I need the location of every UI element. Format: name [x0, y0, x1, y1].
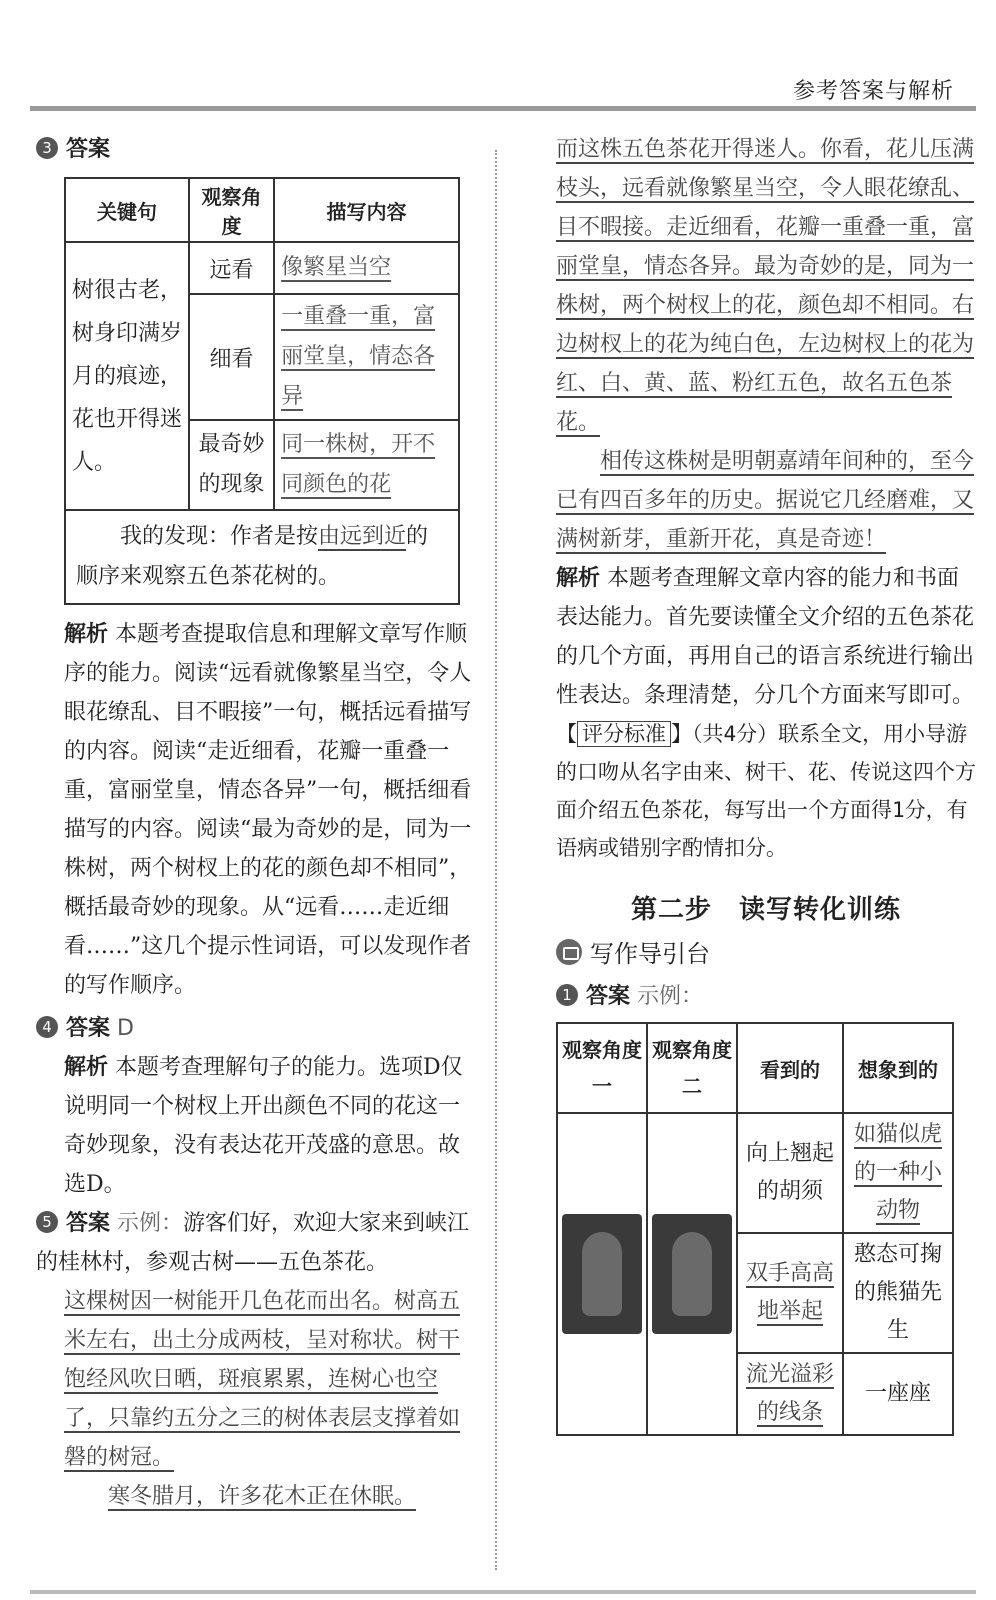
analysis-text: 本题考查理解文章内容的能力和书面表达能力。首先要读懂全文介绍的五色茶花的几个方面，再用自己的语言系统进行输出性表达。条理清楚，分几个方面来写即可。 — [556, 566, 975, 708]
q3-heading — [36, 130, 476, 169]
content-text: 像繁星当空 — [281, 255, 392, 280]
imagined-cell: 憨态可掬的熊猫先生 — [843, 1233, 953, 1353]
q5-analysis — [556, 559, 976, 715]
analysis-label: 解析 — [64, 622, 109, 647]
content-cell — [274, 294, 459, 420]
table-header-row — [65, 178, 459, 242]
question-number: 1 — [556, 984, 578, 1006]
table-header: 观察角度 — [189, 178, 274, 242]
table-row — [65, 242, 459, 294]
q5-continuation — [556, 130, 976, 442]
seen-cell: 向上翘起的胡须 — [737, 1113, 843, 1233]
q5-underlined-text: 这棵树因一树能开几色花而出名。树高五米左右，出土分成两枝，呈对称状。树干饱经风吹日晒，斑痕累累，连树心也空了，只靠约五分之三的树体表层支撑着如磐的树冠。 — [64, 1289, 461, 1470]
angle-cell: 最奇妙的现象 — [189, 420, 274, 510]
page-header — [30, 0, 976, 112]
example-label: 示例： — [637, 984, 704, 1009]
continued-text: 而这株五色茶花开得迷人。你看，花儿压满枝头，远看就像繁星当空，令人眼花缭乱、目不暇接。走近细看，花瓣一重叠一重，富丽堂皇，情态各异。最为奇妙的是，同为一株树，两个树杈上的花，颜色却不相同。右边树杈上的花为纯白色，左边树杈上的花为红、白、黄、蓝、粉红五色，故名五色茶花。 — [556, 137, 975, 435]
seen-cell — [737, 1353, 843, 1435]
key-sentence-cell: 树很古老，树身印满岁月的痕迹，花也开得迷人。 — [65, 242, 189, 510]
seen-cell — [737, 1233, 843, 1353]
angle-cell: 远看 — [189, 242, 274, 294]
table-header: 看到的 — [737, 1023, 843, 1113]
discovery-cell — [65, 510, 459, 604]
question-number: 5 — [36, 1211, 58, 1233]
answer-label: 答案 — [66, 137, 111, 162]
content-text: 一重叠一重，富丽堂皇，情态各异 — [281, 304, 436, 409]
observation-table — [64, 177, 460, 605]
image-cell-1 — [557, 1113, 647, 1435]
header-title: 参考答案与解析 — [792, 79, 954, 104]
table-header: 描写内容 — [274, 178, 459, 242]
discovery-suffix: 的顺序来观察五色茶花树的。 — [76, 524, 429, 589]
table-header: 观察角度二 — [647, 1023, 737, 1113]
header-rule — [30, 106, 976, 111]
imagination-table — [556, 1022, 954, 1436]
content-cell — [274, 420, 459, 510]
seen-text: 流光溢彩的线条 — [745, 1362, 834, 1425]
question-number: 4 — [36, 1016, 58, 1038]
table-row — [557, 1113, 953, 1233]
analysis-text: 本题考查理解句子的能力。选项D仅说明同一个树杈上开出颜色不同的花这一奇妙现象，没有表达花开茂盛的意思。故选D。 — [64, 1055, 463, 1197]
q1-heading — [556, 977, 976, 1016]
score-tag: 评分标准 — [577, 721, 671, 747]
q4-analysis — [36, 1048, 476, 1204]
q5-heading — [36, 1204, 476, 1282]
footer-rule — [30, 1590, 976, 1594]
figurine-image-1 — [562, 1214, 642, 1334]
table-row — [65, 510, 459, 604]
q5-text: 游客们好，欢迎大家来到峡江的桂林村，参观古树——五色茶花。 — [36, 1211, 470, 1275]
example-label: 示例： — [117, 1211, 184, 1236]
q5-body — [36, 1282, 476, 1477]
answer-label: 答案 — [66, 1016, 111, 1041]
discovery-answer: 由远到近 — [318, 524, 407, 549]
q5-underlined-text-2: 寒冬腊月，许多花木正在休眠。 — [108, 1484, 417, 1509]
q4-heading — [36, 1009, 476, 1048]
analysis-label: 解析 — [556, 566, 601, 591]
answer-value: D — [117, 1016, 134, 1041]
imagined-cell — [843, 1113, 953, 1233]
scoring-standard: 【 评分标准 】（共4分）联系全文，用小导游的口吻从名字由来、树干、花、传说这四个方面介绍五色茶花，每写出一个方面得1分，有语病或错别字酌情扣分。 — [556, 722, 976, 860]
table-header: 观察角度一 — [557, 1023, 647, 1113]
analysis-label: 解析 — [64, 1055, 109, 1080]
angle-cell: 细看 — [189, 294, 274, 420]
content-text: 同一株树，开不同颜色的花 — [281, 432, 436, 497]
guide-icon — [556, 939, 582, 965]
answer-label: 答案 — [586, 984, 631, 1009]
left-column — [36, 130, 476, 1516]
q3-analysis — [36, 615, 476, 1005]
figurine-image-2 — [652, 1214, 732, 1334]
image-cell-2 — [647, 1113, 737, 1435]
guide-title: 写作导引台 — [590, 940, 710, 968]
continued-text-2: 相传这株树是明朝嘉靖年间种的，至今已有四百多年的历史。据说它几经磨难，又满树新芽，重新开花，真是奇迹！ — [556, 449, 975, 552]
imagined-cell: 一座座 — [843, 1353, 953, 1435]
step-title: 第二步 读写转化训练 — [630, 895, 901, 925]
content-cell — [274, 242, 459, 294]
table-header-row — [557, 1023, 953, 1113]
imagined-text: 如猫似虎的一种小动物 — [853, 1122, 942, 1223]
q5-body-2 — [36, 1477, 476, 1516]
right-column — [556, 130, 976, 1436]
discovery-prefix: 我的发现：作者是按 — [120, 524, 319, 549]
q5-continuation-2 — [556, 442, 976, 559]
table-header: 想象到的 — [843, 1023, 953, 1113]
question-number: 3 — [36, 137, 58, 159]
score-text: （共4分）联系全文，用小导游的口吻从名字由来、树干、花、传说这四个方面介绍五色茶花，每写出一个方面得1分，有语病或错别字酌情扣分。 — [556, 722, 976, 860]
answer-label: 答案 — [66, 1211, 111, 1236]
guide-heading — [556, 934, 976, 969]
analysis-text: 本题考查提取信息和理解文章写作顺序的能力。阅读“远看就像繁星当空，令人眼花缭乱、目不暇接”一句，概括远看描写的内容。阅读“走近细看，花瓣一重叠一重，富丽堂皇，情态各异”一句，概括细看描写的内容。阅读“最为奇妙的是，同为一株树，两个树杈上的花的颜色却不相同”，概括最奇妙的现象。从“远看……走近细看……”这几个提示性词语，可以发现作者的写作顺序。 — [64, 622, 472, 998]
seen-text: 双手高高地举起 — [745, 1261, 834, 1324]
column-divider — [495, 150, 497, 1570]
table-header: 关键句 — [65, 178, 189, 242]
